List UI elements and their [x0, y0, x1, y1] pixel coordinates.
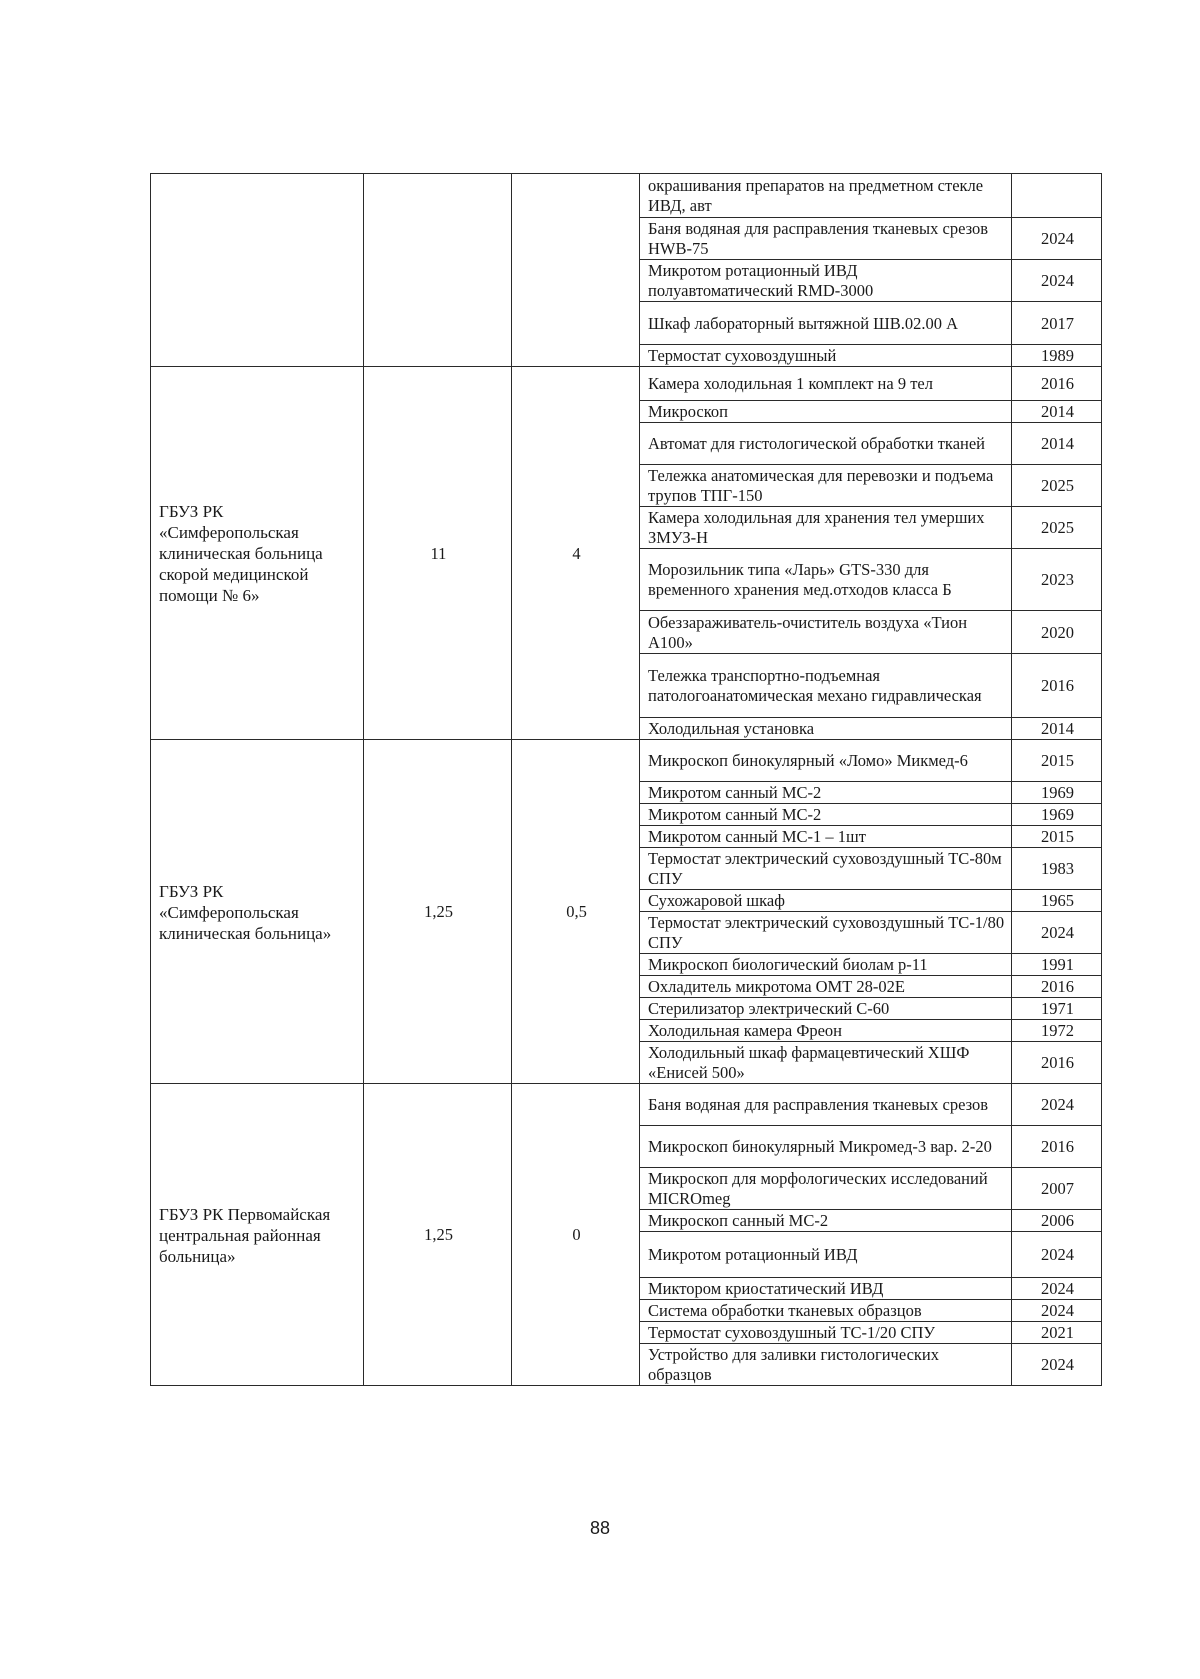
- equipment-name-cell: Микроскоп санный МС-2: [640, 1210, 1012, 1232]
- equipment-year-cell: 2006: [1012, 1210, 1102, 1232]
- page-number: 88: [589, 1518, 611, 1538]
- equipment-name-cell: Камера холодильная 1 комплект на 9 тел: [640, 367, 1012, 401]
- staff-count-cell: [364, 174, 512, 367]
- equipment-year-cell: 2024: [1012, 1084, 1102, 1126]
- equipment-name-cell: Микротом санный МС-2: [640, 804, 1012, 826]
- organization-cell: [151, 174, 364, 367]
- equipment-name-cell: Холодильная установка: [640, 718, 1012, 740]
- equipment-year-cell: 2014: [1012, 401, 1102, 423]
- equipment-name-cell: Сухожаровой шкаф: [640, 890, 1012, 912]
- equipment-year-cell: [1012, 174, 1102, 218]
- equipment-year-cell: 2015: [1012, 826, 1102, 848]
- equipment-year-cell: 2016: [1012, 654, 1102, 718]
- equipment-year-cell: 2024: [1012, 260, 1102, 302]
- equipment-year-cell: 1972: [1012, 1020, 1102, 1042]
- equipment-year-cell: 2024: [1012, 1300, 1102, 1322]
- equipment-name-cell: Микротом ротационный ИВД: [640, 1232, 1012, 1278]
- equipment-year-cell: 2021: [1012, 1322, 1102, 1344]
- equipment-name-cell: Шкаф лабораторный вытяжной ШВ.02.00 А: [640, 302, 1012, 345]
- equipment-name-cell: Система обработки тканевых образцов: [640, 1300, 1012, 1322]
- equipment-year-cell: 2024: [1012, 1278, 1102, 1300]
- equipment-name-cell: Термостат электрический суховоздушный ТС-1/80 СПУ: [640, 912, 1012, 954]
- equipment-name-cell: Охладитель микротома ОМТ 28-02Е: [640, 976, 1012, 998]
- equipment-name-cell: Термостат суховоздушный: [640, 345, 1012, 367]
- equipment-year-cell: 2016: [1012, 367, 1102, 401]
- equipment-name-cell: Обеззараживатель-очиститель воздуха «Тион А100»: [640, 611, 1012, 654]
- equipment-year-cell: 2024: [1012, 1344, 1102, 1386]
- equipment-name-cell: Автомат для гистологической обработки тканей: [640, 423, 1012, 465]
- equipment-year-cell: 2024: [1012, 912, 1102, 954]
- equipment-table-body: [151, 174, 1102, 1386]
- equipment-year-cell: 1991: [1012, 954, 1102, 976]
- equipment-name-cell: Холодильная камера Фреон: [640, 1020, 1012, 1042]
- organization-cell: ГБУЗ РК «Симферопольская клиническая больница скорой медицинской помощи № 6»: [151, 367, 364, 740]
- equipment-year-cell: 1969: [1012, 782, 1102, 804]
- equipment-year-cell: 1971: [1012, 998, 1102, 1020]
- equipment-name-cell: Тележка транспортно-подъемная патологоанатомическая механо гидравлическая: [640, 654, 1012, 718]
- equipment-name-cell: Стерилизатор электрический С-60: [640, 998, 1012, 1020]
- staff-count-cell: 1,25: [364, 740, 512, 1084]
- equipment-year-cell: 1965: [1012, 890, 1102, 912]
- equipment-name-cell: Баня водяная для расправления тканевых срезов HWB-75: [640, 218, 1012, 260]
- vacancies-cell: 4: [512, 367, 640, 740]
- equipment-year-cell: 2016: [1012, 1126, 1102, 1168]
- equipment-name-cell: Микротом санный МС-1 – 1шт: [640, 826, 1012, 848]
- table-row: [151, 740, 1102, 782]
- equipment-name-cell: Микроскоп бинокулярный Микромед-3 вар. 2-20: [640, 1126, 1012, 1168]
- organization-cell: ГБУЗ РК «Симферопольская клиническая больница»: [151, 740, 364, 1084]
- equipment-year-cell: 2016: [1012, 1042, 1102, 1084]
- equipment-name-cell: Термостат суховоздушный ТС-1/20 СПУ: [640, 1322, 1012, 1344]
- equipment-name-cell: окрашивания препаратов на предметном стекле ИВД, авт: [640, 174, 1012, 218]
- equipment-year-cell: 1983: [1012, 848, 1102, 890]
- vacancies-cell: 0,5: [512, 740, 640, 1084]
- equipment-name-cell: Микроскоп бинокулярный «Ломо» Микмед-6: [640, 740, 1012, 782]
- equipment-name-cell: Термостат электрический суховоздушный ТС-80м СПУ: [640, 848, 1012, 890]
- equipment-year-cell: 1969: [1012, 804, 1102, 826]
- equipment-year-cell: 2024: [1012, 218, 1102, 260]
- equipment-year-cell: 2017: [1012, 302, 1102, 345]
- equipment-name-cell: Микротом санный МС-2: [640, 782, 1012, 804]
- equipment-name-cell: Миктором криостатический ИВД: [640, 1278, 1012, 1300]
- equipment-year-cell: 2020: [1012, 611, 1102, 654]
- staff-count-cell: 11: [364, 367, 512, 740]
- vacancies-cell: 0: [512, 1084, 640, 1386]
- equipment-name-cell: Микроскоп: [640, 401, 1012, 423]
- equipment-name-cell: Микротом ротационный ИВД полуавтоматический RMD-3000: [640, 260, 1012, 302]
- staff-count-cell: 1,25: [364, 1084, 512, 1386]
- equipment-year-cell: 2023: [1012, 549, 1102, 611]
- equipment-name-cell: Микроскоп для морфологических исследований MICROmeg: [640, 1168, 1012, 1210]
- equipment-year-cell: 2016: [1012, 976, 1102, 998]
- table-row: [151, 367, 1102, 401]
- equipment-name-cell: Камера холодильная для хранения тел умерших ЗМУЗ-Н: [640, 507, 1012, 549]
- equipment-name-cell: Тележка анатомическая для перевозки и подъема трупов ТПГ-150: [640, 465, 1012, 507]
- equipment-year-cell: 2024: [1012, 1232, 1102, 1278]
- equipment-year-cell: 1989: [1012, 345, 1102, 367]
- equipment-year-cell: 2025: [1012, 507, 1102, 549]
- equipment-year-cell: 2015: [1012, 740, 1102, 782]
- table-row: [151, 1084, 1102, 1126]
- equipment-name-cell: Баня водяная для расправления тканевых срезов: [640, 1084, 1012, 1126]
- table-row: [151, 174, 1102, 218]
- vacancies-cell: [512, 174, 640, 367]
- equipment-name-cell: Устройство для заливки гистологических образцов: [640, 1344, 1012, 1386]
- equipment-name-cell: Микроскоп биологический биолам р-11: [640, 954, 1012, 976]
- equipment-year-cell: 2014: [1012, 423, 1102, 465]
- equipment-table: [150, 173, 1102, 1386]
- equipment-name-cell: Холодильный шкаф фармацевтический ХШФ «Енисей 500»: [640, 1042, 1012, 1084]
- equipment-year-cell: 2025: [1012, 465, 1102, 507]
- equipment-year-cell: 2007: [1012, 1168, 1102, 1210]
- equipment-year-cell: 2014: [1012, 718, 1102, 740]
- organization-cell: ГБУЗ РК Первомайская центральная районная больница»: [151, 1084, 364, 1386]
- equipment-name-cell: Морозильник типа «Ларь» GTS-330 для временного хранения мед.отходов класса Б: [640, 549, 1012, 611]
